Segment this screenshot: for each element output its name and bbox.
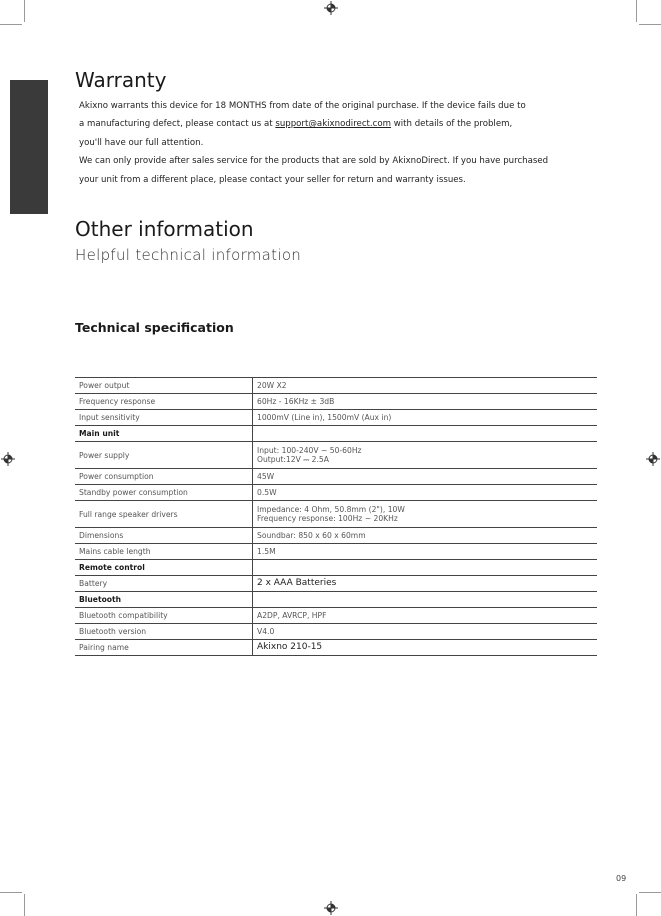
warranty-line: your unit from a different place, please contact your seller for return and warranty issues.	[79, 175, 466, 185]
table-row	[75, 640, 597, 656]
table-row	[75, 485, 597, 501]
spec-label: Mains cable length	[75, 544, 253, 560]
warranty-line-part: a manufacturing defect, please contact us at	[79, 119, 276, 129]
spec-label: Battery	[75, 576, 253, 592]
spec-section-label: Main unit	[75, 426, 253, 442]
specification-table	[75, 377, 597, 656]
other-information-subtitle: Helpful technical information	[75, 246, 302, 264]
crop-mark	[0, 892, 22, 893]
spec-label: Power consumption	[75, 469, 253, 485]
table-row	[75, 469, 597, 485]
table-row	[75, 624, 597, 640]
spec-value: 60Hz - 16KHz ± 3dB	[253, 394, 598, 410]
spec-label: Bluetooth version	[75, 624, 253, 640]
spec-value: 2 x AAA Batteries	[253, 576, 598, 592]
warranty-line-part: with details of the problem,	[391, 119, 513, 129]
spec-value: A2DP, AVRCP, HPF	[253, 608, 598, 624]
warranty-line: We can only provide after sales service for the products that are sold by AkixnoDirect. If you have purchased	[79, 156, 549, 166]
spec-value-line: Frequency response: 100Hz ~ 20KHz	[257, 514, 398, 523]
table-row	[75, 410, 597, 426]
spec-value: Akixno 210-15	[253, 640, 598, 656]
spec-value	[253, 426, 598, 442]
spec-label: Pairing name	[75, 640, 253, 656]
spec-value: 45W	[253, 469, 598, 485]
crop-mark	[24, 0, 25, 22]
table-section-row	[75, 592, 597, 608]
spec-value-line: Impedance: 4 Ohm, 50.8mm (2"), 10W	[257, 505, 405, 514]
table-row	[75, 576, 597, 592]
crop-mark	[0, 24, 22, 25]
table-section-row	[75, 560, 597, 576]
spec-label: Input sensitivity	[75, 410, 253, 426]
warranty-title: Warranty	[75, 68, 167, 92]
spec-label: Power output	[75, 378, 253, 394]
table-row	[75, 378, 597, 394]
warranty-line: Akixno warrants this device for 18 MONTHS from date of the original purchase. If the device fails due to	[79, 101, 526, 111]
spec-value-line: Output:12V ⎓ 2.5A	[257, 455, 329, 464]
crop-mark	[24, 894, 25, 916]
registration-mark-icon	[324, 901, 338, 915]
registration-mark-icon	[1, 452, 15, 466]
spec-label: Dimensions	[75, 528, 253, 544]
table-row	[75, 608, 597, 624]
table-row	[75, 394, 597, 410]
spec-label: Frequency response	[75, 394, 253, 410]
spec-value: 1.5M	[253, 544, 598, 560]
spec-section-label: Bluetooth	[75, 592, 253, 608]
spec-section-label: Remote control	[75, 560, 253, 576]
spec-value: 1000mV (Line in), 1500mV (Aux in)	[253, 410, 598, 426]
spec-value: 0.5W	[253, 485, 598, 501]
spec-value: 20W X2	[253, 378, 598, 394]
spec-value-line: Input: 100-240V ~ 50-60Hz	[257, 446, 362, 455]
spec-value	[253, 592, 598, 608]
table-row	[75, 544, 597, 560]
spec-label: Power supply	[75, 442, 253, 469]
warranty-line: you'll have our full attention.	[79, 138, 204, 148]
spec-label: Standby power consumption	[75, 485, 253, 501]
support-email-link[interactable]: support@akixnodirect.com	[275, 119, 392, 129]
table-section-row	[75, 426, 597, 442]
crop-mark	[639, 24, 661, 25]
page-number: 09	[616, 874, 627, 883]
spec-value	[253, 560, 598, 576]
spec-label: Bluetooth compatibility	[75, 608, 253, 624]
spec-value: V4.0	[253, 624, 598, 640]
crop-mark	[636, 0, 637, 22]
spec-value	[253, 442, 598, 469]
registration-mark-icon	[324, 1, 338, 15]
sidebar-tab	[10, 80, 48, 214]
table-row	[75, 528, 597, 544]
technical-specification-title: Technical specification	[75, 320, 234, 335]
spec-value: Soundbar: 850 x 60 x 60mm	[253, 528, 598, 544]
other-information-title: Other information	[75, 217, 254, 241]
table-row	[75, 442, 597, 469]
crop-mark	[639, 892, 661, 893]
crop-mark	[636, 894, 637, 916]
warranty-line	[79, 115, 512, 133]
spec-value	[253, 501, 598, 528]
spec-label: Full range speaker drivers	[75, 501, 253, 528]
registration-mark-icon	[646, 452, 660, 466]
table-row	[75, 501, 597, 528]
